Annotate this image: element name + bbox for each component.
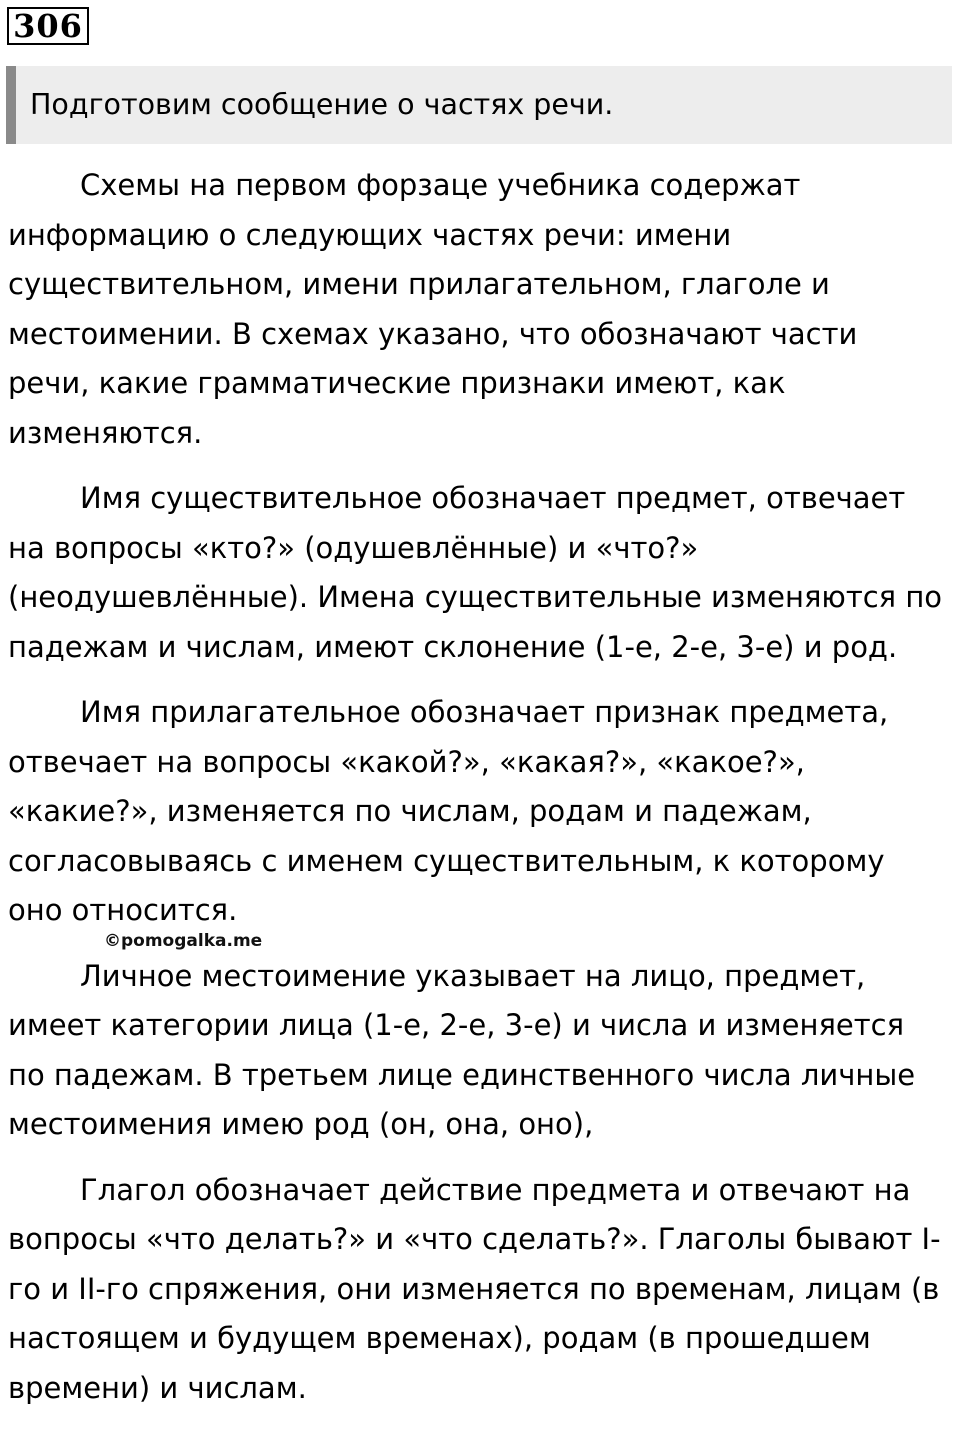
paragraph-noun: Имя существительное обозначает предмет, отвечает на вопросы «кто?» (одушевлённые) и «что?» (неодушевлённые). Имена существительные изменяются по падежам и числам, имеют склонение (1-е, 2-е, 3-е) и род.: [8, 481, 943, 664]
watermark: ©pomogalka.me: [104, 931, 263, 951]
task-statement: Подготовим сообщение о частях речи.: [6, 66, 952, 144]
paragraph-verb: Глагол обозначает действие предмета и отвечают на вопросы «что делать?» и «что сделать?». Глаголы бывают I-го и II-го спряжения, они изменяется по временам, лицам (в настоящем и будущем временах), родам (в прошедшем времени) и числам.: [8, 1172, 941, 1405]
answer-text: [8, 161, 948, 1429]
paragraph-intro: Схемы на первом форзаце учебника содержат информацию о следующих частях речи: имени существительном, имени прилагательном, глаголе и местоимении. В схемах указано, что обозначают части речи, какие грамматические признаки имеют, как изменяются.: [8, 168, 858, 450]
paragraph-pronoun: Личное местоимение указывает на лицо, предмет, имеет категории лица (1-е, 2-е, 3-е) и числа и изменяется по падежам. В третьем лице единственного числа личные местоимения имею род (он, она, оно),: [8, 958, 916, 1141]
exercise-number: 306: [7, 7, 89, 45]
paragraph-adjective: Имя прилагательное обозначает признак предмета, отвечает на вопросы «какой?», «какая?», «какое?», «какие?», изменяется по числам, родам и падежам, согласовываясь с именем существительным, к которому оно относится.: [8, 695, 889, 927]
